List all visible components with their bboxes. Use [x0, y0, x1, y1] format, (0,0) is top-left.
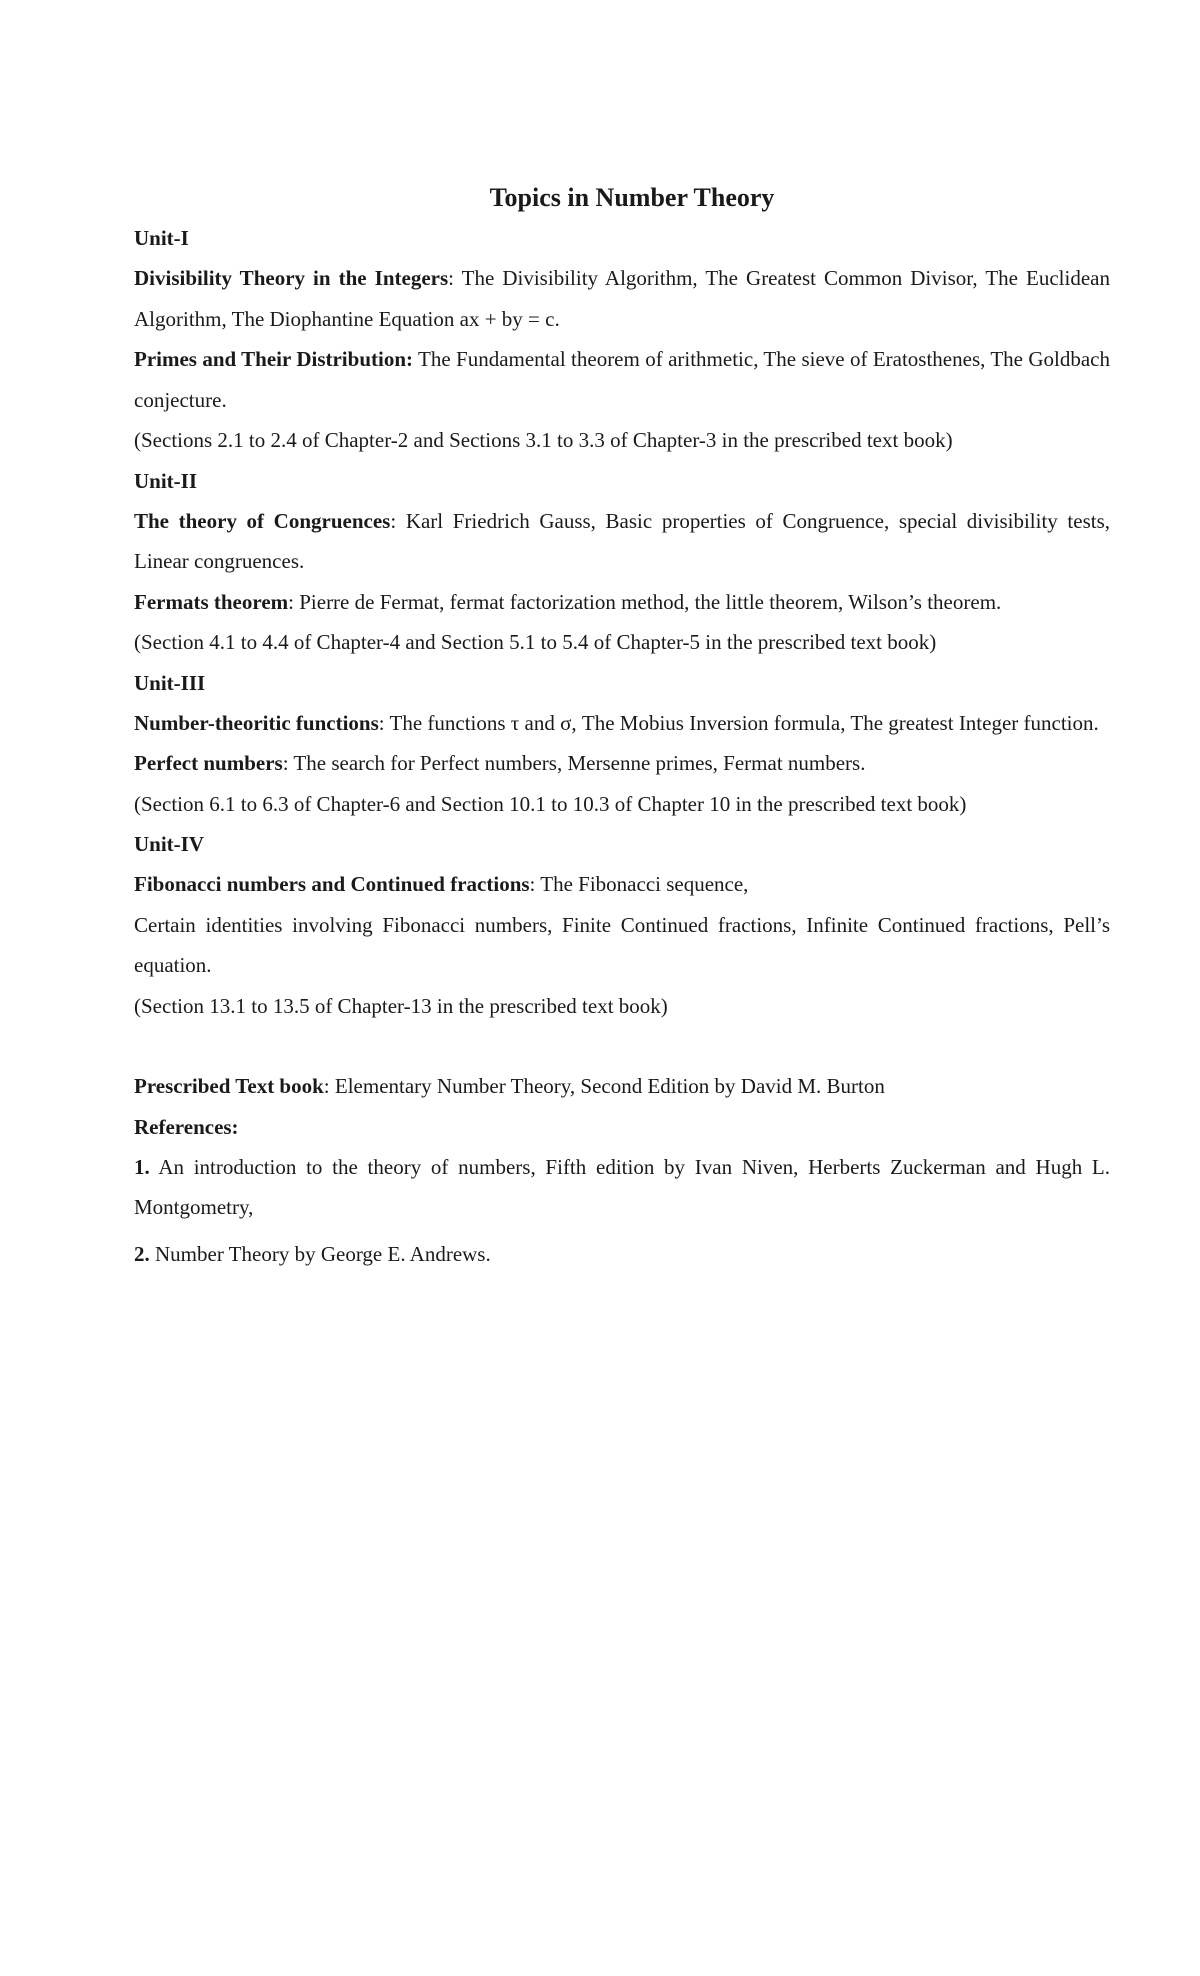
topic-text: Pierre de Fermat, fermat factorization method, the little theorem, Wilson’s theorem. [299, 589, 1002, 614]
topic-separator: : [448, 266, 462, 290]
textbook-label: Prescribed Text book [134, 1074, 324, 1098]
section-reference: (Sections 2.1 to 2.4 of Chapter-2 and Sections 3.1 to 3.3 of Chapter-3 in the prescribed text book) [134, 428, 953, 452]
unit-heading: Unit-III [134, 670, 206, 695]
topic-paragraph [134, 339, 1110, 420]
reference-number: 1. [134, 1154, 150, 1179]
reference-text: Number Theory by George E. Andrews. [155, 1241, 491, 1266]
page-title: Topics in Number Theory [489, 183, 775, 212]
topic-text: The Fibonacci sequence, [540, 872, 749, 896]
section-reference: (Section 13.1 to 13.5 of Chapter-13 in the prescribed text book) [134, 993, 668, 1018]
topic-separator: : [282, 751, 294, 775]
textbook-title: Elementary Number Theory, Second Edition by David M. Burton [334, 1074, 885, 1098]
reference-item [134, 1234, 1110, 1275]
reference-text: An introduction to the theory of numbers, Fifth edition by Ivan Niven, Herberts Zuckerman and Hugh L. Montgometry, [134, 1154, 1110, 1219]
blank-line [134, 1026, 1110, 1066]
syllabus-page [134, 178, 1110, 1274]
topic-paragraph [134, 743, 1110, 784]
topic-separator: : [288, 589, 300, 614]
topic-paragraph [134, 258, 1110, 339]
topic-paragraph [134, 864, 1110, 905]
unit-heading: Unit-IV [134, 832, 205, 856]
reference-number: 2. [134, 1241, 150, 1266]
topic-term: Fermats theorem [134, 589, 289, 614]
topic-paragraph [134, 582, 1110, 623]
topic-separator: : [390, 508, 406, 533]
unit-heading: Unit-II [134, 468, 198, 493]
section-reference: (Section 4.1 to 4.4 of Chapter-4 and Section 5.1 to 5.4 of Chapter-5 in the prescribed text book) [134, 630, 937, 654]
topic-text: The functions τ and σ, The Mobius Inversion formula, The greatest Integer function. [389, 710, 1099, 735]
topic-term: Number-theoritic functions [134, 710, 379, 735]
topic-term: Fibonacci numbers and Continued fractions [134, 872, 530, 896]
unit-heading: Unit-I [134, 226, 189, 250]
textbook-separator: : [323, 1074, 335, 1098]
topic-term: Perfect numbers [134, 751, 283, 775]
topic-term: Primes and Their Distribution: [134, 347, 414, 371]
topic-term: The theory of Congruences [134, 508, 391, 533]
topic-term: Divisibility Theory in the Integers [134, 266, 449, 290]
references-heading: References: [134, 1114, 239, 1139]
topic-paragraph [134, 703, 1110, 744]
topic-separator: : [378, 710, 390, 735]
reference-item [134, 1147, 1110, 1228]
topic-paragraph [134, 501, 1110, 582]
topic-separator: : [529, 872, 541, 896]
topic-text: The Fundamental theorem of arithmetic, The sieve of Eratosthenes, The Goldbach conjecture. [134, 347, 1111, 412]
section-reference: (Section 6.1 to 6.3 of Chapter-6 and Section 10.1 to 10.3 of Chapter 10 in the prescribed text book) [134, 791, 967, 816]
prescribed-textbook [134, 1066, 1110, 1107]
topic-text: The search for Perfect numbers, Mersenne primes, Fermat numbers. [293, 751, 866, 775]
topic-text: The Divisibility Algorithm, The Greatest Common Divisor, The Euclidean Algorithm, The Diophantine Equation ax + by = c. [134, 266, 1110, 331]
topic-text: Karl Friedrich Gauss, Basic properties of Congruence, special divisibility tests, Linear congruences. [134, 508, 1110, 573]
topic-continuation: Certain identities involving Fibonacci numbers, Finite Continued fractions, Infinite Continued fractions, Pell’s equation. [134, 912, 1110, 977]
